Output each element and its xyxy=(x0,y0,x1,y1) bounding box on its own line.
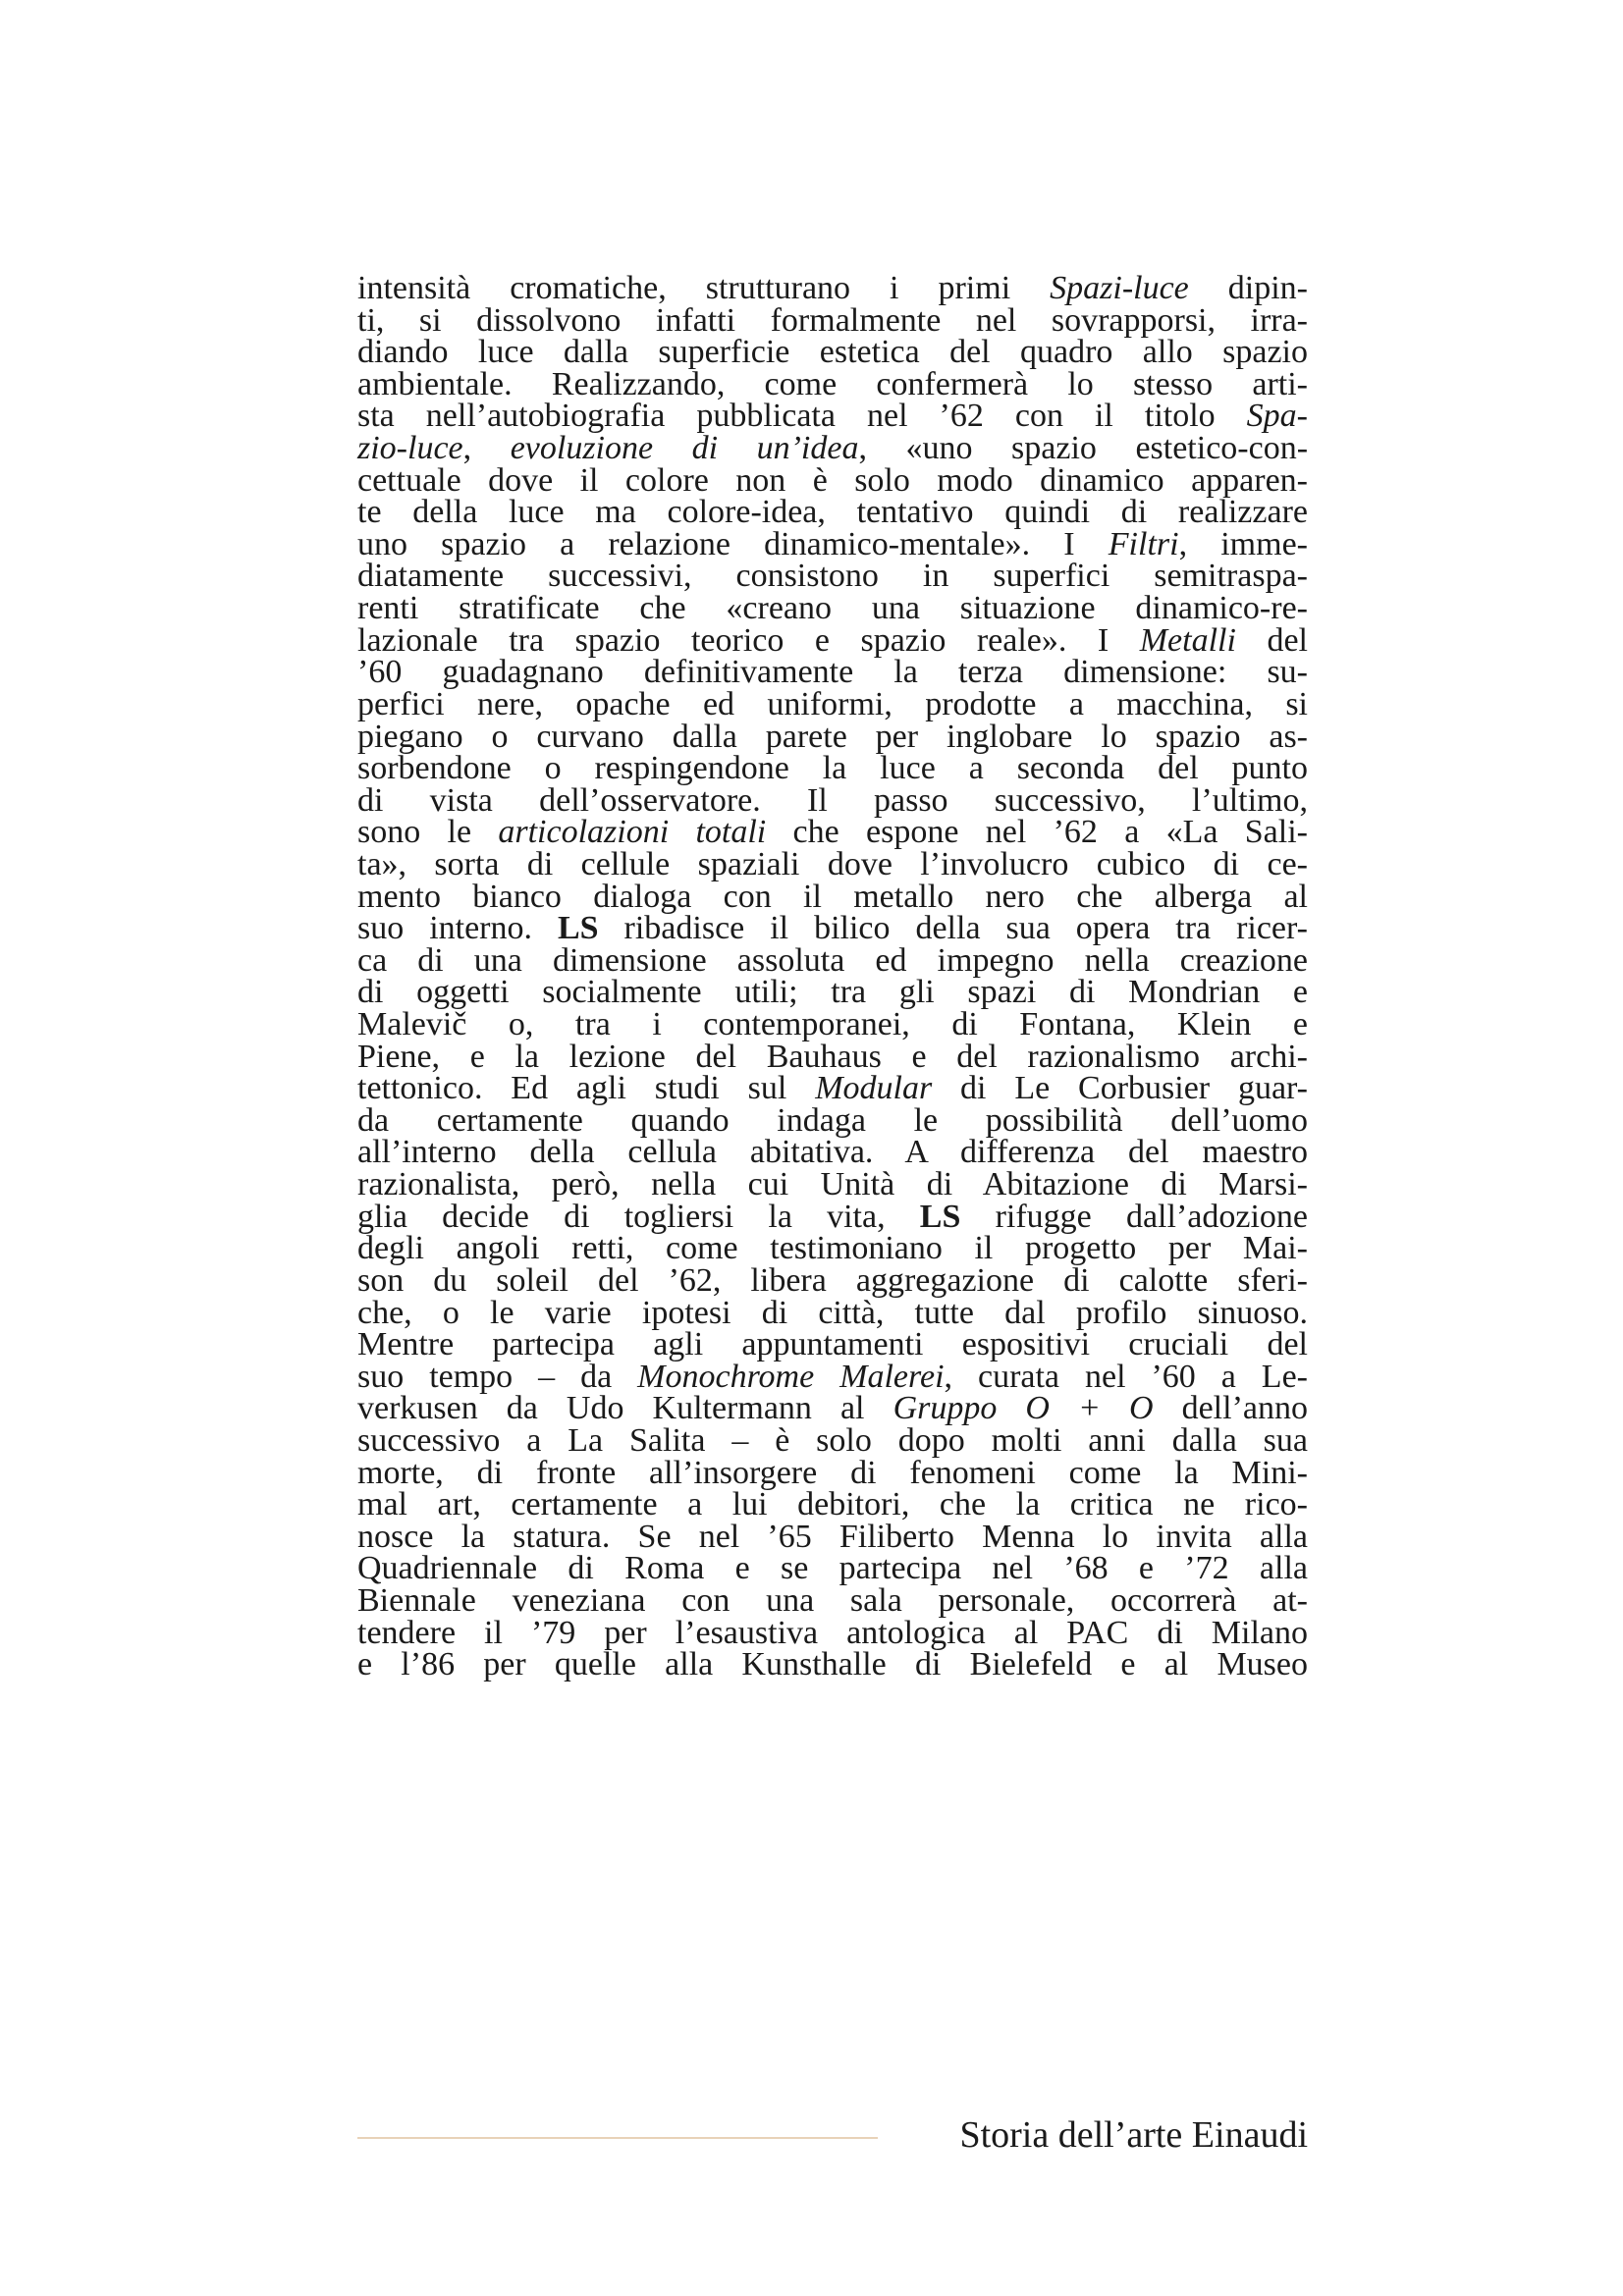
text-line xyxy=(357,1518,1308,1555)
text-line xyxy=(357,1038,1308,1075)
italic-title: Gruppo O + O xyxy=(893,1390,1154,1427)
italic-title: Monochrome Malerei xyxy=(637,1358,945,1395)
text-run: sta nell’autobiografia pubblicata nel ’62 con il titolo xyxy=(357,398,1247,435)
text-line xyxy=(357,1101,1308,1139)
text-line xyxy=(357,1261,1308,1299)
bold-initials: LS xyxy=(919,1198,961,1235)
text-line xyxy=(357,654,1308,691)
text-run: che espone nel ’62 a «La Sali- xyxy=(766,814,1308,851)
text-run: , imme- xyxy=(1178,525,1308,562)
bold-initials: LS xyxy=(557,910,599,947)
text-run: verkusen da Udo Kultermann al xyxy=(357,1390,893,1427)
text-run: razionalista, però, nella cui Unità di Abitazione di Marsi- xyxy=(357,1166,1308,1203)
text-line xyxy=(357,400,1308,433)
text-run: di oggetti socialmente utili; tra gli spazi di Mondrian e xyxy=(357,974,1308,1011)
text-line xyxy=(357,1421,1308,1459)
text-run: di vista dell’osservatore. Il passo successivo, l’ultimo, xyxy=(357,781,1308,819)
text-run: Mentre partecipa agli appuntamenti espositivi cruciali del xyxy=(357,1326,1308,1363)
text-line xyxy=(357,910,1308,947)
text-run: tendere il ’79 per l’esaustiva antologica al PAC di Milano xyxy=(357,1614,1308,1651)
italic-title: evoluzione di un’idea xyxy=(510,430,859,467)
text-run: perfici nere, opache ed uniformi, prodotte a macchina, si xyxy=(357,685,1308,722)
text-run: e l’86 per quelle alla Kunsthalle di Bielefeld e al Museo xyxy=(357,1646,1308,1683)
text-line xyxy=(357,334,1308,371)
text-line xyxy=(357,590,1308,627)
text-line xyxy=(357,1230,1308,1267)
text-line xyxy=(357,1581,1308,1619)
text-run: degli angoli retti, come testimoniano il progetto per Mai- xyxy=(357,1230,1308,1267)
italic-title: Spa- xyxy=(1246,398,1308,435)
text-run: cettuale dove il colore non è solo modo dinamico apparen- xyxy=(357,461,1308,499)
text-line xyxy=(357,1454,1308,1491)
text-run: sorbendone o respingendone la luce a seconda del punto xyxy=(357,750,1308,787)
text-run: Quadriennale di Roma e se partecipa nel ’68 e ’72 alla xyxy=(357,1550,1308,1587)
text-run: ta», sorta di cellule spaziali dove l’involucro cubico di ce- xyxy=(357,845,1308,882)
text-run: ambientale. Realizzando, come confermerà lo stesso arti- xyxy=(357,365,1308,402)
text-line xyxy=(357,461,1308,499)
text-run: ’60 guadagnano definitivamente la terza dimensione: su- xyxy=(357,654,1308,691)
text-line xyxy=(357,1070,1308,1107)
text-run: suo interno. xyxy=(357,910,558,947)
italic-title: zio-luce xyxy=(357,430,463,467)
text-run: rifugge dall’adozione xyxy=(960,1198,1308,1235)
text-run: suo tempo – da xyxy=(357,1358,638,1395)
footer-title: Storia dell’arte Einaudi xyxy=(959,2114,1308,2156)
text-run: mal art, certamente a lui debitori, che la critica ne rico- xyxy=(357,1486,1308,1523)
text-run: di Le Corbusier guar- xyxy=(932,1070,1308,1107)
text-line xyxy=(357,1358,1308,1395)
text-line xyxy=(357,1646,1308,1683)
text-run: diando luce dalla superficie estetica del quadro allo spazio xyxy=(357,334,1308,371)
text-run: che, o le varie ipotesi di città, tutte dal profilo sinuoso. xyxy=(357,1294,1308,1331)
text-line xyxy=(357,685,1308,722)
text-line xyxy=(357,974,1308,1011)
text-run: Piene, e la lezione del Bauhaus e del razionalismo archi- xyxy=(357,1038,1308,1075)
text-run: ca di una dimensione assoluta ed impegno nella creazione xyxy=(357,941,1308,979)
text-run: te della luce ma colore-idea, tentativo quindi di realizzare xyxy=(357,494,1308,531)
text-run: dipin- xyxy=(1188,270,1308,306)
text-run: ti, si dissolvono infatti formalmente nel sovrapporsi, irra- xyxy=(357,301,1308,339)
text-line xyxy=(357,1326,1308,1363)
text-line xyxy=(357,525,1308,562)
text-line xyxy=(357,1390,1308,1427)
text-run: mento bianco dialoga con il metallo nero che alberga al xyxy=(357,878,1308,915)
text-run: tettonico. Ed agli studi sul xyxy=(357,1070,816,1107)
text-line xyxy=(357,621,1308,659)
text-run: son du soleil del ’62, libera aggregazione di calotte sferi- xyxy=(357,1261,1308,1299)
text-line xyxy=(357,750,1308,787)
text-run: glia decide di togliersi la vita, xyxy=(357,1198,920,1235)
text-run: renti stratificate che «creano una situazione dinamico-re- xyxy=(357,590,1308,627)
italic-title: Modular xyxy=(815,1070,933,1107)
text-run: Malevič o, tra i contemporanei, di Fontana, Klein e xyxy=(357,1006,1308,1043)
text-line xyxy=(357,558,1308,595)
text-run: lazionale tra spazio teorico e spazio reale». I xyxy=(357,621,1140,659)
body-text xyxy=(357,270,1309,1683)
text-run: diatamente successivi, consistono in superfici semitraspa- xyxy=(357,558,1308,595)
text-line xyxy=(357,781,1308,819)
text-run: intensità cromatiche, strutturano i primi xyxy=(357,270,1051,306)
text-run: , «uno spazio estetico-con- xyxy=(858,430,1309,467)
text-line xyxy=(357,878,1308,915)
text-line xyxy=(357,1166,1308,1203)
text-line xyxy=(357,1294,1308,1331)
text-line xyxy=(357,1486,1308,1523)
text-run: del xyxy=(1235,621,1308,659)
text-run: da certamente quando indaga le possibilità dell’uomo xyxy=(357,1101,1308,1139)
text-run: , curata nel ’60 a Le- xyxy=(944,1358,1308,1395)
text-line xyxy=(357,365,1308,402)
text-line xyxy=(357,814,1308,851)
italic-title: Spazi-luce xyxy=(1050,270,1189,306)
italic-title: Filtri xyxy=(1108,525,1179,562)
footer-rule xyxy=(357,2137,878,2139)
text-line xyxy=(357,301,1308,339)
text-run: piegano o curvano dalla parete per inglobare lo spazio as- xyxy=(357,718,1308,755)
text-run: sono le xyxy=(357,814,499,851)
text-line xyxy=(357,845,1308,882)
text-line xyxy=(357,1198,1308,1235)
text-line xyxy=(357,494,1308,531)
text-line xyxy=(357,430,1309,467)
italic-title: articolazioni totali xyxy=(498,814,767,851)
text-line xyxy=(357,1134,1308,1171)
text-line xyxy=(357,1614,1308,1651)
text-line xyxy=(357,1550,1308,1587)
text-run: nosce la statura. Se nel ’65 Filiberto Menna lo invita alla xyxy=(357,1518,1308,1555)
text-run: dell’anno xyxy=(1153,1390,1308,1427)
text-line xyxy=(357,270,1308,306)
text-run: successivo a La Salita – è solo dopo molti anni dalla sua xyxy=(357,1421,1308,1459)
text-run: uno spazio a relazione dinamico-mentale». I xyxy=(357,525,1109,562)
text-line xyxy=(357,1006,1308,1043)
text-run: , xyxy=(462,430,511,467)
text-line xyxy=(357,718,1308,755)
text-run: ribadisce il bilico della sua opera tra ricer- xyxy=(598,910,1308,947)
italic-title: Metalli xyxy=(1139,621,1236,659)
text-run: all’interno della cellula abitativa. A differenza del maestro xyxy=(357,1134,1308,1171)
text-run: Biennale veneziana con una sala personale, occorrerà at- xyxy=(357,1581,1308,1619)
text-line xyxy=(357,941,1308,979)
text-run: morte, di fronte all’insorgere di fenomeni come la Mini- xyxy=(357,1454,1308,1491)
